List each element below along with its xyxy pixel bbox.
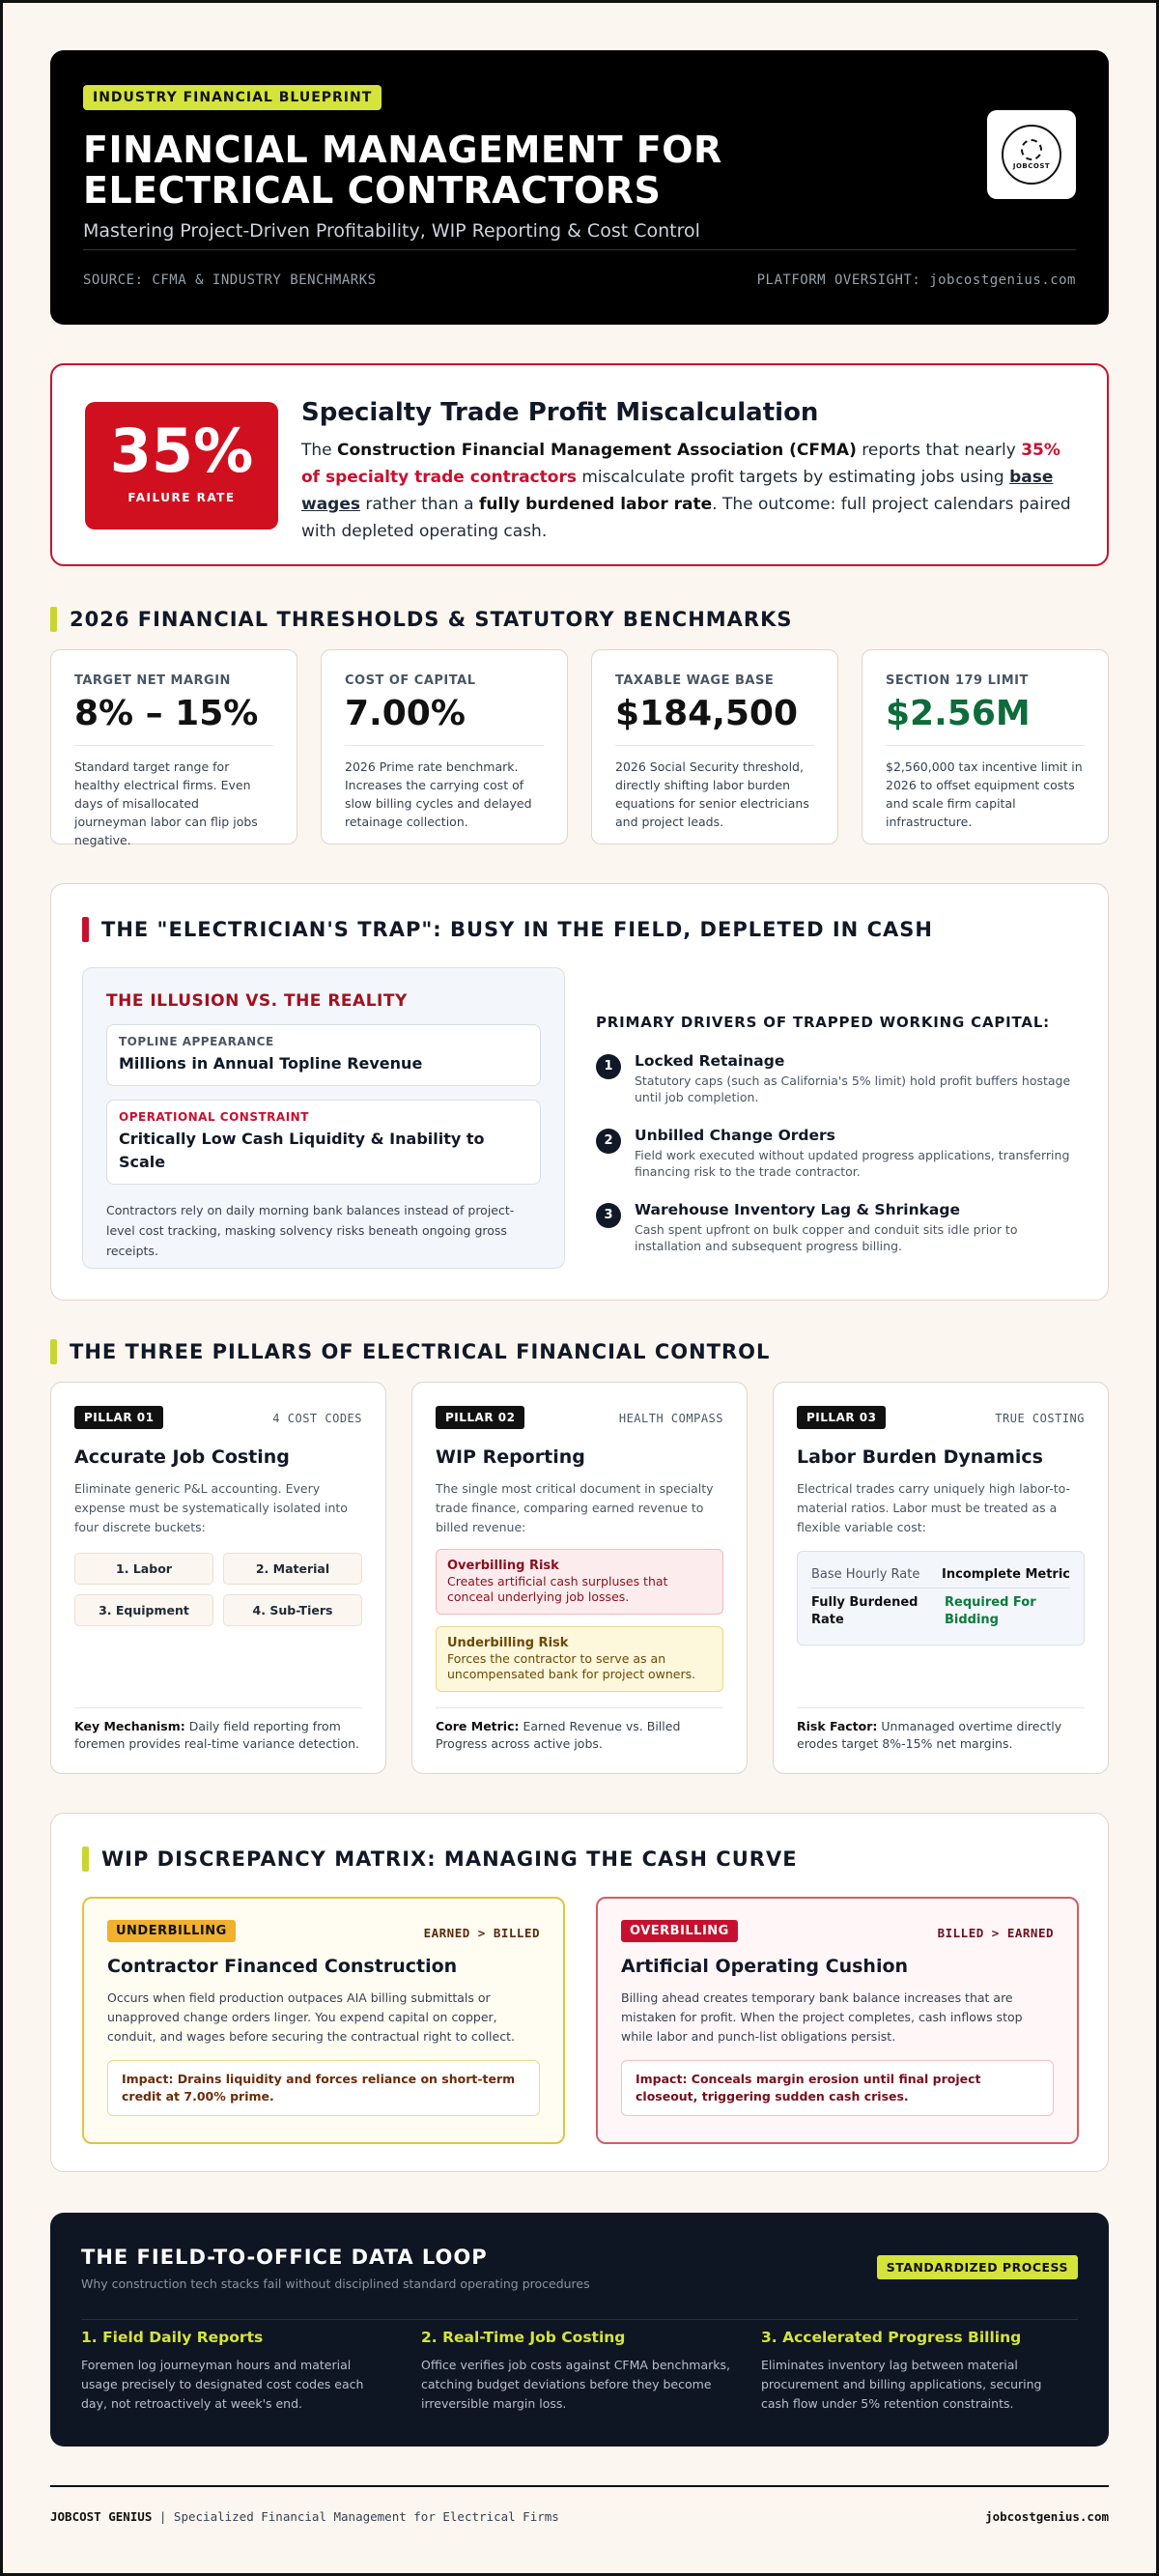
- page-title: FINANCIAL MANAGEMENT FOR ELECTRICAL CONTRACTORS: [83, 129, 722, 212]
- driver-number: 1: [596, 1054, 621, 1079]
- pillar-meta: 4 COST CODES: [272, 1412, 362, 1425]
- driver-item: [596, 1052, 1079, 1105]
- source-note: SOURCE: CFMA & INDUSTRY BENCHMARKS: [83, 272, 377, 288]
- illusion-vs-reality-panel: [82, 967, 565, 1269]
- stat-label: FAILURE RATE: [127, 491, 236, 504]
- risk-desc: Creates artificial cash surpluses that conceal underlying job losses.: [447, 1574, 668, 1604]
- alert-text-5: . The outcome: full project calendars paired with depleted operating cash.: [301, 495, 1071, 541]
- benchmark-divider: [74, 745, 273, 746]
- loop-title: THE FIELD-TO-OFFICE DATA LOOP: [81, 2246, 488, 2269]
- benchmark-value: $2.56M: [886, 694, 1031, 733]
- pillar-card-labor-burden: [773, 1382, 1109, 1774]
- capital-drivers-list: [596, 1014, 1079, 1254]
- pillar-title: Accurate Job Costing: [74, 1446, 290, 1468]
- benchmark-label: TAXABLE WAGE BASE: [615, 673, 775, 688]
- benchmark-value: 8% – 15%: [74, 694, 259, 733]
- underbilling-card: [82, 1897, 565, 2144]
- pillar-desc: Eliminate generic P&L accounting. Every expense must be systematically isolated into four discrete buckets:: [74, 1481, 348, 1534]
- matrix-card-desc: Billing ahead creates temporary bank balance increases that are mistaken for profit. When the project completes, cash inflows stop while labor and punch-list obligations persist.: [621, 1990, 1023, 2044]
- loop-subtitle: Why construction tech stacks fail without disciplined standard operating procedures: [81, 2276, 590, 2291]
- alert-org: Construction Financial Management Association (CFMA): [337, 441, 857, 460]
- benchmark-card-wage-base: [591, 649, 838, 844]
- topline-label: TOPLINE APPEARANCE: [119, 1035, 274, 1048]
- header-divider: [83, 249, 1076, 250]
- pillar-card-job-costing: [50, 1382, 386, 1774]
- benchmark-desc: 2026 Prime rate benchmark. Increases the carrying cost of slow billing cycles and delayed retainage collection.: [345, 759, 532, 829]
- pillar-desc: Electrical trades carry uniquely high labor-to-material ratios. Labor must be treated as a flexible variable cost:: [797, 1481, 1070, 1534]
- pillar-meta: HEALTH COMPASS: [618, 1412, 723, 1425]
- matrix-card-desc: Occurs when field production outpaces AIA billing submittals or unapproved change orders linger. You expend capital on copper, conduit, and wages before securing the contractual right to collect.: [107, 1990, 515, 2044]
- electricians-trap-section: [50, 883, 1109, 1301]
- data-loop-section: [50, 2213, 1109, 2447]
- driver-item: [596, 1127, 1079, 1180]
- standardized-process-badge: STANDARDIZED PROCESS: [877, 2255, 1078, 2279]
- risk-title: Underbilling Risk: [447, 1636, 569, 1650]
- pillars-heading: THE THREE PILLARS OF ELECTRICAL FINANCIAL CONTROL: [50, 1339, 770, 1364]
- labor-rate-row: [811, 1561, 1070, 1588]
- trap-heading: THE "ELECTRICIAN'S TRAP": BUSY IN THE FIELD, DEPLETED IN CASH: [82, 917, 933, 942]
- rate-status: Incomplete Metric: [942, 1567, 1070, 1582]
- logo-text: JOBCOST: [1012, 162, 1051, 170]
- constraint-box: [106, 1100, 541, 1185]
- impact-box: Impact: Conceals margin erosion until final project closeout, triggering sudden cash crises.: [621, 2060, 1054, 2116]
- pillar-meta: TRUE COSTING: [995, 1412, 1085, 1425]
- risk-title: Overbilling Risk: [447, 1559, 559, 1573]
- benchmark-divider: [886, 745, 1085, 746]
- matrix-card-title: Contractor Financed Construction: [107, 1956, 458, 1977]
- wip-discrepancy-matrix: [50, 1813, 1109, 2172]
- loop-step: [421, 2329, 730, 2414]
- step-title: 3. Accelerated Progress Billing: [761, 2329, 1022, 2346]
- pillar-title: Labor Burden Dynamics: [797, 1446, 1043, 1468]
- cost-code-chip: 3. Equipment: [74, 1594, 213, 1626]
- page-subtitle: Mastering Project-Driven Profitability, WIP Reporting & Cost Control: [83, 220, 700, 242]
- loop-step: [761, 2329, 1070, 2414]
- driver-item: [596, 1201, 1079, 1254]
- benchmark-desc: 2026 Social Security threshold, directly shifting labor burden equations for senior electricians and project leads.: [615, 759, 809, 829]
- pillar-footnote: [797, 1707, 1085, 1753]
- benchmark-desc: Standard target range for healthy electrical firms. Even days of misallocated journeyman labor can flip jobs negative.: [74, 759, 258, 847]
- pillar-desc: The single most critical document in specialty trade finance, comparing earned revenue to billed revenue:: [436, 1481, 714, 1534]
- failure-rate-stat: [85, 402, 278, 530]
- step-desc: Eliminates inventory lag between material procurement and billing applications, securing cash flow under 5% retention constraints.: [761, 2358, 1042, 2411]
- matrix-heading: WIP DISCREPANCY MATRIX: MANAGING THE CASH CURVE: [82, 1846, 798, 1872]
- illusion-note: Contractors rely on daily morning bank balances instead of project-level cost tracking, masking solvency risks beneath ongoing gross receipts.: [106, 1203, 515, 1258]
- industry-tag: INDUSTRY FINANCIAL BLUEPRINT: [83, 85, 382, 110]
- driver-desc: Field work executed without updated progress applications, transferring financing risk to the trade contractor.: [635, 1148, 1070, 1179]
- loop-divider: [81, 2319, 1078, 2320]
- step-desc: Office verifies job costs against CFMA benchmarks, catching budget deviations before they become irreversible margin loss.: [421, 2358, 730, 2411]
- pillar-footnote: [74, 1707, 362, 1753]
- labor-rate-table: [797, 1551, 1085, 1646]
- underbilling-risk-box: [436, 1626, 723, 1692]
- step-desc: Foremen log journeyman hours and material usage precisely to designated cost codes each day, not retroactively at week's end.: [81, 2358, 364, 2411]
- benchmark-value: 7.00%: [345, 694, 466, 733]
- footer-divider: [50, 2485, 1109, 2487]
- benchmark-card-section-179: [862, 649, 1109, 844]
- benchmark-desc: $2,560,000 tax incentive limit in 2026 to offset equipment costs and scale firm capital infrastructure.: [886, 759, 1083, 829]
- footer-tagline: | Specialized Financial Management for Electrical Firms: [152, 2509, 559, 2524]
- driver-number: 2: [596, 1129, 621, 1154]
- alert-base-wages: base wages: [301, 468, 1054, 514]
- topline-value: Millions in Annual Topline Revenue: [119, 1054, 423, 1073]
- benchmark-label: TARGET NET MARGIN: [74, 673, 231, 688]
- benchmark-card-net-margin: [50, 649, 297, 847]
- pillar-badge: PILLAR 02: [436, 1406, 524, 1429]
- constraint-value: Critically Low Cash Liquidity & Inability to Scale: [119, 1130, 485, 1171]
- alert-burdened-rate: fully burdened labor rate: [478, 495, 713, 514]
- platform-note: PLATFORM OVERSIGHT: jobcostgenius.com: [756, 272, 1076, 288]
- alert-text-3: miscalculate profit targets by estimating jobs using: [576, 468, 1010, 487]
- labor-rate-row: [811, 1588, 1070, 1635]
- pillar-badge: PILLAR 01: [74, 1406, 163, 1429]
- driver-desc: Cash spent upfront on bulk copper and conduit sits idle prior to installation and subsequent progress billing.: [635, 1222, 1018, 1253]
- overbilling-card: [596, 1897, 1079, 2144]
- benchmark-divider: [615, 745, 814, 746]
- footer-brand-name: JOBCOST GENIUS: [50, 2509, 153, 2524]
- alert-highlight: 35% of specialty trade contractors: [301, 441, 1060, 487]
- driver-title: Warehouse Inventory Lag & Shrinkage: [635, 1201, 960, 1218]
- footer-website-link[interactable]: jobcostgenius.com: [985, 2509, 1109, 2524]
- driver-number: 3: [596, 1203, 621, 1228]
- step-title: 2. Real-Time Job Costing: [421, 2329, 626, 2346]
- step-title: 1. Field Daily Reports: [81, 2329, 264, 2346]
- footnote-label: Risk Factor:: [797, 1719, 878, 1733]
- rate-status: Required For Bidding: [945, 1595, 1036, 1627]
- driver-title: Locked Retainage: [635, 1052, 785, 1070]
- cost-code-chip: 4. Sub-Tiers: [223, 1594, 362, 1626]
- benchmark-label: SECTION 179 LIMIT: [886, 673, 1029, 688]
- footnote-label: Key Mechanism:: [74, 1719, 185, 1733]
- impact-box: Impact: Drains liquidity and forces reliance on short-term credit at 7.00% prime.: [107, 2060, 540, 2116]
- stat-value: 35%: [109, 415, 254, 486]
- alert-title: Specialty Trade Profit Miscalculation: [301, 398, 819, 427]
- footnote-text: Daily field reporting from foremen provides real-time variance detection.: [74, 1719, 360, 1751]
- overbilling-pill: OVERBILLING: [621, 1920, 738, 1942]
- driver-desc: Statutory caps (such as California's 5% limit) hold profit buffers hostage until job completion.: [635, 1073, 1071, 1104]
- cost-code-chip: 1. Labor: [74, 1553, 213, 1585]
- benchmark-value: $184,500: [615, 694, 799, 733]
- cost-code-grid: [74, 1553, 362, 1626]
- matrix-card-title: Artificial Operating Cushion: [621, 1956, 909, 1977]
- benchmark-label: COST OF CAPITAL: [345, 673, 476, 688]
- rate-name: Fully Burdened Rate: [811, 1595, 919, 1627]
- hero-header: [50, 50, 1109, 325]
- benchmark-divider: [345, 745, 544, 746]
- pillar-badge: PILLAR 03: [797, 1406, 886, 1429]
- profit-miscalculation-alert: [50, 363, 1109, 566]
- risk-desc: Forces the contractor to serve as an uncompensated bank for project owners.: [447, 1651, 696, 1681]
- topline-box: [106, 1024, 541, 1086]
- loop-step: [81, 2329, 390, 2414]
- thresholds-heading: 2026 FINANCIAL THRESHOLDS & STATUTORY BENCHMARKS: [50, 607, 793, 632]
- alert-text-4: rather than a: [360, 495, 479, 514]
- constraint-label: OPERATIONAL CONSTRAINT: [119, 1110, 309, 1124]
- billing-relation: BILLED > EARNED: [937, 1926, 1054, 1940]
- footnote-label: Core Metric:: [436, 1719, 520, 1733]
- underbilling-pill: UNDERBILLING: [107, 1920, 236, 1942]
- alert-body: [301, 437, 1074, 545]
- cost-code-chip: 2. Material: [223, 1553, 362, 1585]
- alert-text-2: reports that nearly: [856, 441, 1022, 460]
- footer-brand: [50, 2509, 559, 2524]
- alert-text-1: The: [301, 441, 338, 460]
- pillar-card-wip-reporting: [411, 1382, 748, 1774]
- driver-title: Unbilled Change Orders: [635, 1127, 835, 1144]
- drivers-title: PRIMARY DRIVERS OF TRAPPED WORKING CAPITAL:: [596, 1014, 1050, 1031]
- pillar-title: WIP Reporting: [436, 1446, 585, 1468]
- logo-gear-icon: [1021, 139, 1042, 160]
- logo-emblem-icon: [1002, 125, 1061, 185]
- rate-name: Base Hourly Rate: [811, 1567, 920, 1582]
- benchmark-card-cost-of-capital: [321, 649, 568, 844]
- pillar-footnote: [436, 1707, 723, 1753]
- billing-relation: EARNED > BILLED: [423, 1926, 540, 1940]
- overbilling-risk-box: [436, 1549, 723, 1615]
- illusion-title: THE ILLUSION VS. THE REALITY: [106, 991, 408, 1011]
- footnote-text: Unmanaged overtime directly erodes target 8%-15% net margins.: [797, 1719, 1062, 1751]
- company-logo: [987, 110, 1076, 199]
- footnote-text: Earned Revenue vs. Billed Progress across active jobs.: [436, 1719, 681, 1751]
